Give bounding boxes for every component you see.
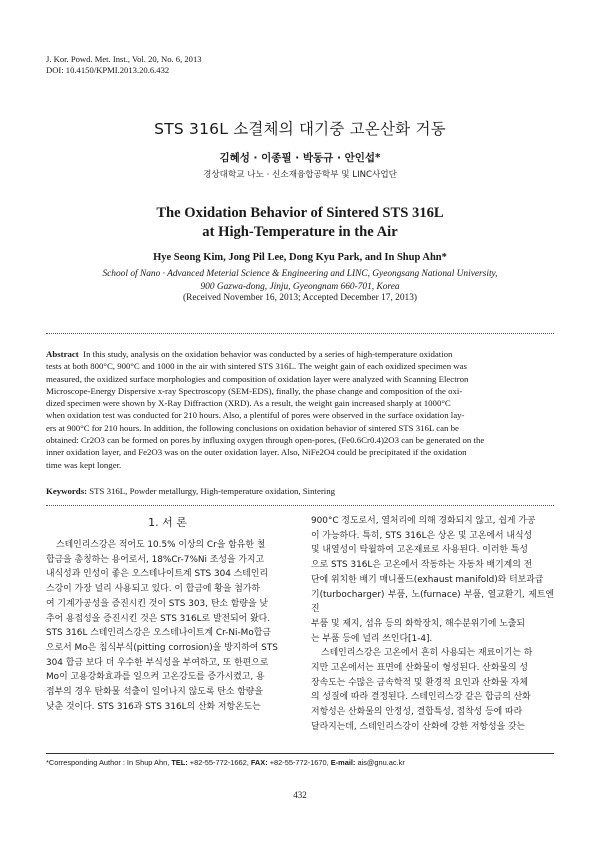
abstract-line: inner oxidation layer, and Fe2O3 was on the outer oxidation layer. Also, NiFe2O4 could be precipitated if the oxidation: [46, 447, 467, 458]
english-title-line2: at High-Temperature in the Air: [202, 224, 398, 240]
abstract-line: dized specimen were shown by X-Ray Diffraction (XRD). As a result, the weight gain increased sharply at 1000°C: [46, 398, 451, 409]
body-line: 합금을 총칭하는 용어로서, 18%Cr-7%Ni 조성을 가지고: [46, 554, 265, 565]
korean-affiliation: 경상대학교 나노 · 신소재융합공학부 및 LINC사업단: [203, 170, 397, 180]
body-line: 접부의 경우 탄화물 석출이 일어나지 않도록 탄소 함량을: [46, 687, 263, 698]
affiliation-line1: School of Nano · Advanced Meterial Science & Engineering and LINC, Gyeongsang National University,: [102, 269, 498, 279]
email-value: ais@gnu.ac.kr: [355, 758, 405, 767]
divider-top: [46, 333, 554, 334]
english-title: [0, 204, 600, 242]
body-line: 304 합금 보다 더 우수한 부식성을 부여하고, 또 한편으로: [46, 657, 269, 668]
abstract-line: ers at 900°C for 210 hours. In addition, the following conclusions on oxidation behavior of sintered STS 316L can be: [46, 422, 459, 433]
body-line: 으로 STS 316L은 고온에서 작동하는 자동차 배기계의 전: [311, 560, 533, 571]
body-line: 단에 위치한 배기 매니폴드(exhaust manifold)와 터보과급: [311, 574, 544, 585]
body-line: STS 316L 스테인리스강은 오스테나이트계 Cr-Ni-Mo합금: [46, 628, 271, 639]
fax-label: FAX:: [250, 758, 268, 767]
body-line: 달라지는데, 스테인리스강이 산화에 강한 저항성을 갖는: [311, 721, 526, 732]
journal-citation: J. Kor. Powd. Met. Inst., Vol. 20, No. 6, 2013: [46, 54, 202, 64]
body-line: 900°C 정도로서, 열처리에 의해 경화되지 않고, 쉽게 가공: [311, 516, 536, 526]
body-line: 의 성질에 따라 결정된다. 스테인리스강 같은 합금의 산화: [311, 692, 531, 703]
body-line: 지만 고온에서는 표면에 산화물이 형성된다. 산화물의 성: [311, 663, 528, 674]
affiliation-line2: 900 Gazwa-dong, Jinju, Gyeongnam 660-701, Korea: [200, 281, 400, 292]
divider-bottom: [46, 505, 554, 506]
keywords-label: Keywords:: [46, 486, 88, 496]
right-column: [311, 514, 554, 735]
english-affiliation: [40, 268, 560, 293]
body-line: 는 부품 등에 널리 쓰인다[1-4].: [311, 633, 433, 644]
journal-header: [46, 54, 202, 76]
abstract-line: tests at both 800°C, 900°C and 1000 in the air with sintered STS 316L. The weight gain of each oxidized specimen was: [46, 361, 467, 372]
abstract-label: Abstract: [46, 349, 79, 359]
body-line: 부품 및 제지, 섬유 등의 화학장치, 해수분위기에 노출되: [311, 618, 525, 629]
keywords: [46, 486, 554, 496]
body-line: 기(turbocharger) 부품, 노(furnace) 부품, 열교환기, 제트엔진: [311, 589, 554, 615]
body-line: 스테인리스강은 고온에서 흔히 사용되는 재료이기는 하: [321, 648, 533, 659]
footnote: [46, 758, 405, 767]
tel-value: +82-55-772-1662,: [187, 758, 251, 767]
abstract-line: measured, the oxidized surface morphologies and composition of oxidation layer were analyzed with Scanning Electron: [46, 373, 469, 384]
body-line: 으로서 Mo은 침식부식(pitting corrosion)을 방지하여 STS: [46, 642, 278, 653]
email-label: E-mail:: [330, 758, 356, 767]
abstract-line: Microscope-Energy Dispersive x-ray Spectroscopy (SEM-EDS), finally, the phase change and composition of the oxi-: [46, 385, 463, 396]
body-line: 및 내열성이 탁월하여 고온재료로 사용된다. 이러한 특성: [311, 545, 528, 556]
footnote-author: *Corresponding Author : In Shup Ahn,: [46, 758, 172, 767]
abstract-line: In this study, analysis on the oxidation behavior was conducted by a series of high-temperature oxidation: [83, 349, 453, 359]
body-line: 스강이 가장 널리 사용되고 있다. 이 합금에 황을 첨가하: [46, 584, 260, 595]
body-line: 저항성은 산화물의 안정성, 결합특성, 접착성 등에 따라: [311, 707, 523, 718]
received-dates: (Received November 16, 2013; Accepted December 17, 2013): [182, 293, 418, 303]
body-line: 이 가능하다. 특히, STS 316L은 상온 및 고온에서 내식성: [311, 530, 533, 541]
section-heading: 1. 서 론: [148, 516, 187, 529]
abstract-line: time was kept longer.: [46, 459, 122, 470]
body-line: 여 기계가공성을 증진시킨 것이 STS 303, 탄소 함량을 낮: [46, 598, 268, 609]
left-column: [46, 538, 289, 714]
body-line: 내식성과 인성이 좋은 오스테나이트계 STS 304 스테인리: [46, 569, 269, 580]
abstract-line: obtained: Cr2O3 can be formed on pores by influxing oxygen through open-pores, (Fe0.6Cr0.4)2O3 can be generated on the: [46, 435, 485, 446]
korean-title: STS 316L 소결체의 대기중 고온산화 거동: [154, 120, 446, 138]
body-line: Mo이 고용강화효과를 일으켜 고온강도를 증가시켰고, 용: [46, 672, 265, 683]
body-line: 스테인리스강은 적어도 10.5% 이상의 Cr을 함유한 철: [56, 540, 266, 550]
keywords-text: STS 316L, Powder metallurgy, High-temperature oxidation, Sintering: [89, 486, 336, 496]
body-line: 추어 용접성을 증진시킨 것은 STS 316L로 발전되어 왔다.: [46, 613, 271, 624]
english-title-line1: The Oxidation Behavior of Sintered STS 316L: [156, 205, 444, 221]
korean-authors: 김혜성 · 이종필 · 박동규 · 안인섭*: [219, 152, 381, 164]
fax-value: +82-55-772-1670,: [267, 758, 331, 767]
doi: DOI: 10.4150/KPMI.2013.20.6.432: [46, 65, 170, 75]
body-line: 장속도는 수많은 금속학적 및 환경적 요인과 산화물 자체: [311, 677, 528, 688]
footnote-rule: [46, 753, 554, 754]
body-line: 낮춘 것이다. STS 316과 STS 316L의 산화 저항온도는: [46, 701, 261, 712]
tel-label: TEL:: [171, 758, 188, 767]
page-number: 432: [293, 790, 307, 800]
english-authors: Hye Seong Kim, Jong Pil Lee, Dong Kyu Park, and In Shup Ahn*: [153, 252, 447, 263]
abstract-line: when oxidation test was conducted for 210 hours. Also, a plentiful of pores were observed in the surface oxidation lay-: [46, 410, 465, 421]
abstract: [46, 348, 554, 471]
